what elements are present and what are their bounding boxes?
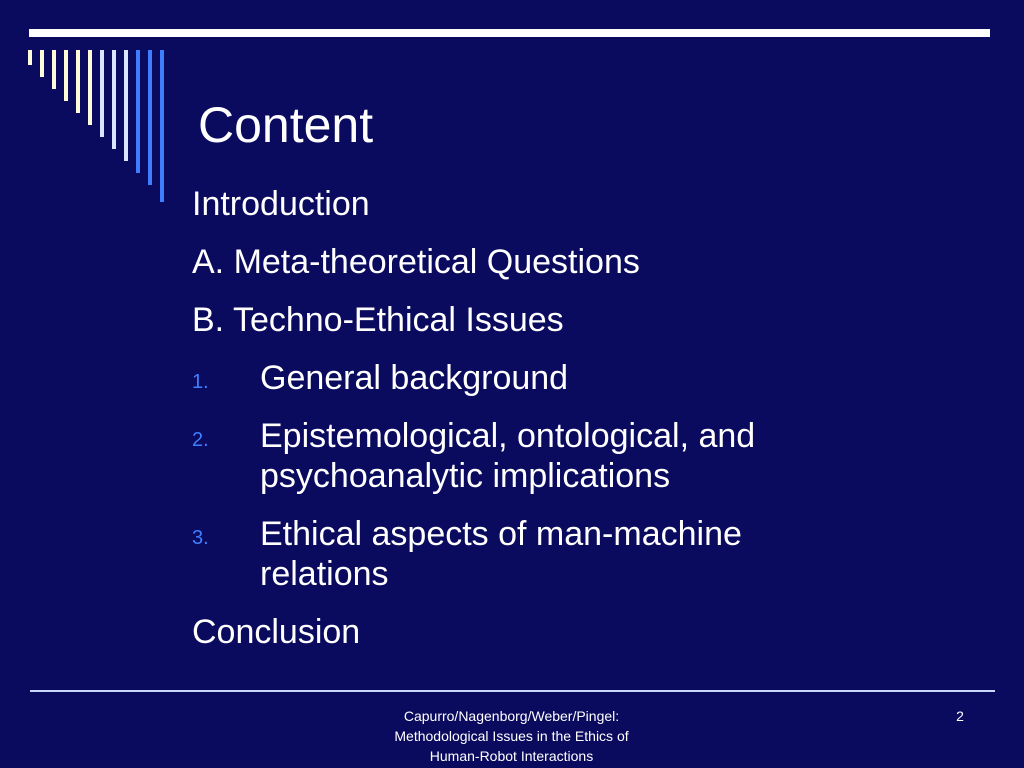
stripe (88, 50, 92, 125)
footer-line: Methodological Issues in the Ethics of (394, 728, 629, 744)
stripe (124, 50, 128, 161)
footer-line: Capurro/Nagenborg/Weber/Pingel: (403, 708, 620, 724)
stripe (52, 50, 56, 89)
stripe (40, 50, 44, 77)
stripe (136, 50, 140, 173)
stripe (76, 50, 80, 113)
numbered-item (192, 416, 992, 496)
item-text: Ethical aspects of man-machine relations (260, 515, 742, 593)
numbered-item (192, 358, 992, 398)
numbered-item (192, 514, 992, 594)
content-outline (192, 184, 992, 670)
decorative-stripes (0, 0, 180, 220)
stripe (64, 50, 68, 101)
outline-item-introduction: Introduction (192, 185, 370, 223)
footer-line: Human-Robot Interactions (429, 748, 594, 764)
footer-rule (30, 690, 995, 692)
item-number: 1. (192, 371, 209, 393)
page-number: 2 (956, 708, 964, 724)
item-text: Epistemological, ontological, and psychoanalytic implications (260, 417, 756, 495)
item-number: 2. (192, 429, 209, 451)
outline-item-section-a: A. Meta-theoretical Questions (192, 243, 640, 281)
stripe (100, 50, 104, 137)
stripe (148, 50, 152, 185)
item-text: General background (260, 359, 569, 397)
outline-item-section-b: B. Techno-Ethical Issues (192, 301, 564, 339)
stripe (112, 50, 116, 149)
outline-item-conclusion: Conclusion (192, 613, 361, 651)
item-number: 3. (192, 527, 209, 549)
slide-title: Content (198, 97, 374, 153)
stripe (160, 50, 164, 202)
slide-footer (349, 706, 674, 766)
stripe (28, 50, 32, 65)
